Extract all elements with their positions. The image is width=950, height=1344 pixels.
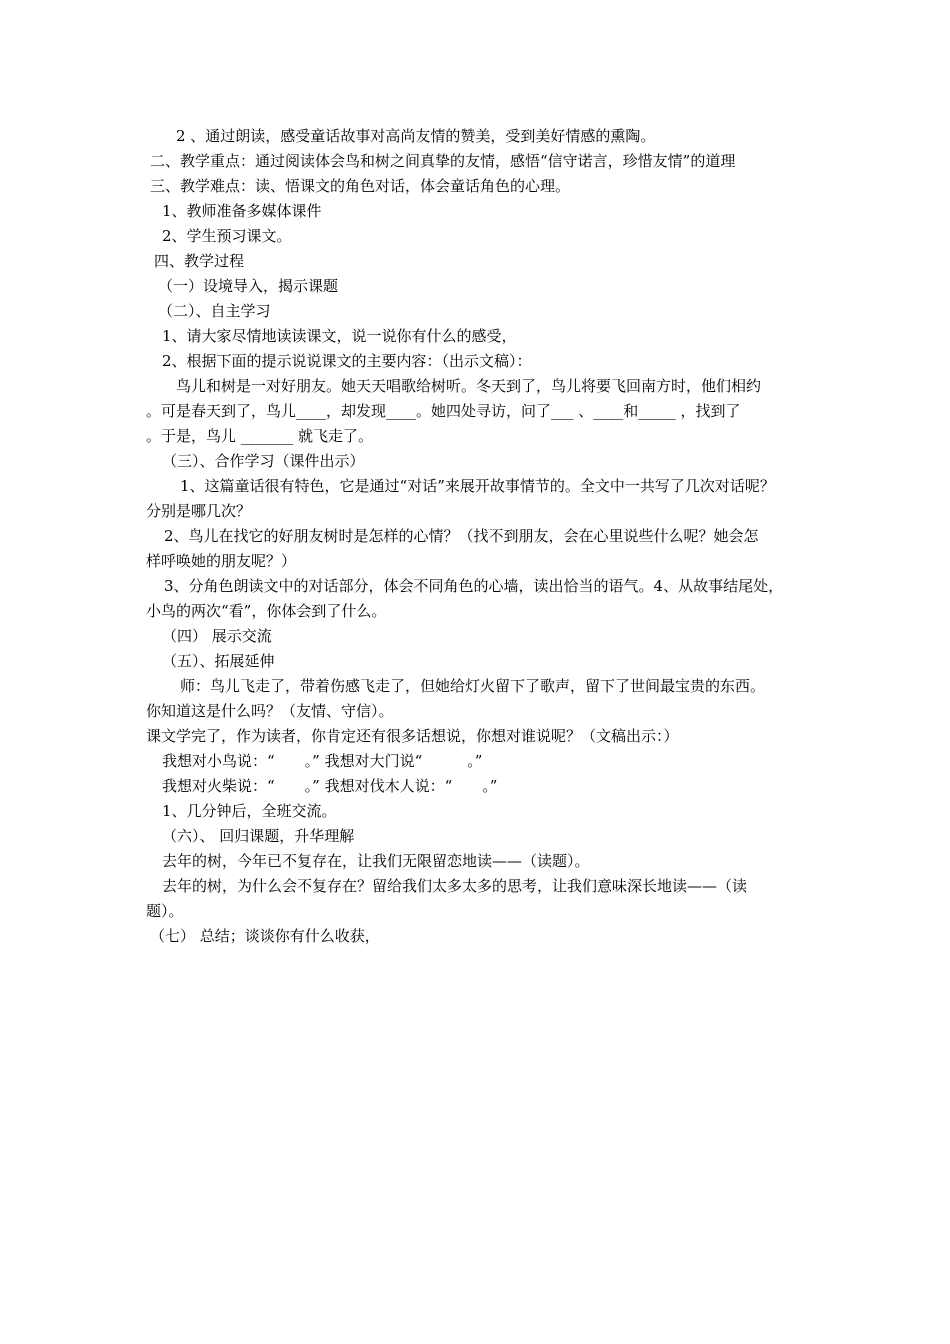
- subsection-heading: （三）、合作学习（课件出示）: [162, 452, 365, 470]
- subsection-heading: （六）、 回归课题，升华理解: [162, 827, 355, 845]
- text-line: 你知道这是什么吗？（友情、守信）。: [146, 702, 394, 720]
- text-line: 3、分角色朗读文中的对话部分，体会不同角色的心墙，读出恰当的语气。4、从故事结尾处，: [164, 577, 784, 595]
- text-line: 样呼唤她的朋友呢？）: [146, 552, 297, 570]
- text-line: 1、请大家尽情地读读课文，说一说你有什么的感受，: [162, 327, 517, 345]
- text-line: 1、教师准备多媒体课件: [162, 202, 322, 220]
- subsection-heading: （七） 总结；谈谈你有什么收获，: [150, 927, 380, 945]
- text-line: 2 、通过朗读，感受童话故事对高尚友情的赞美，受到美好情感的熏陶。: [176, 127, 656, 145]
- subsection-heading: （四） 展示交流: [162, 627, 272, 645]
- subsection-heading: （二）、自主学习: [158, 302, 271, 320]
- subsection-heading: （五）、拓展延伸: [162, 652, 275, 670]
- text-line: 课文学完了，作为读者，你肯定还有很多话想说，你想对谁说呢？（文稿出示：）: [146, 727, 679, 745]
- text-line: 1、这篇童话很有特色，它是通过“对话”来展开故事情节的。全文中一共写了几次对话呢？: [180, 477, 775, 495]
- text-line: 题）。: [146, 902, 184, 920]
- text-line: 三、教学难点：读、悟课文的角色对话，体会童话角色的心理。: [150, 177, 571, 195]
- text-line: 。于是，鸟儿 _______ 就飞走了。: [146, 427, 374, 445]
- text-line: 二、教学重点：通过阅读体会鸟和树之间真挚的友情，感悟“信守诺言，珍惜友情”的道理: [150, 152, 736, 170]
- text-line: 。可是春天到了，鸟儿____，却发现____。她四处寻访，问了___ 、____和_____ ，找到了: [146, 402, 741, 420]
- text-line: 去年的树，为什么会不复存在？留给我们太多太多的思考，让我们意味深长地读——（读: [162, 877, 748, 895]
- text-line: 去年的树，今年已不复存在，让我们无限留恋地读——（读题）。: [162, 852, 590, 870]
- text-line: 分别是哪几次？: [146, 502, 252, 520]
- text-line: 2、鸟儿在找它的好朋友树时是怎样的心情？（找不到朋友，会在心里说些什么呢？她会怎: [164, 527, 759, 545]
- text-line: 2、学生预习课文。: [162, 227, 292, 245]
- text-line: 我想对小鸟说：“ 。” 我想对大门说“ 。”: [162, 752, 483, 770]
- text-line: 1、几分钟后，全班交流。: [162, 802, 337, 820]
- text-line: 我想对火柴说：“ 。” 我想对伐木人说：“ 。”: [162, 777, 498, 795]
- subsection-heading: （一）设境导入，揭示课题: [158, 277, 339, 295]
- text-line: 小鸟的两次“看”，你体会到了什么。: [146, 602, 387, 620]
- section-heading: 四、教学过程: [154, 252, 245, 270]
- text-line: 鸟儿和树是一对好朋友。她天天唱歌给树听。冬天到了，鸟儿将要飞回南方时，他们相约: [176, 377, 762, 395]
- text-line: 2、根据下面的提示说说课文的主要内容：（出示文稿）：: [162, 352, 532, 370]
- text-line: 师：鸟儿飞走了，带着伤感飞走了，但她给灯火留下了歌声，留下了世间最宝贵的东西。: [180, 677, 766, 695]
